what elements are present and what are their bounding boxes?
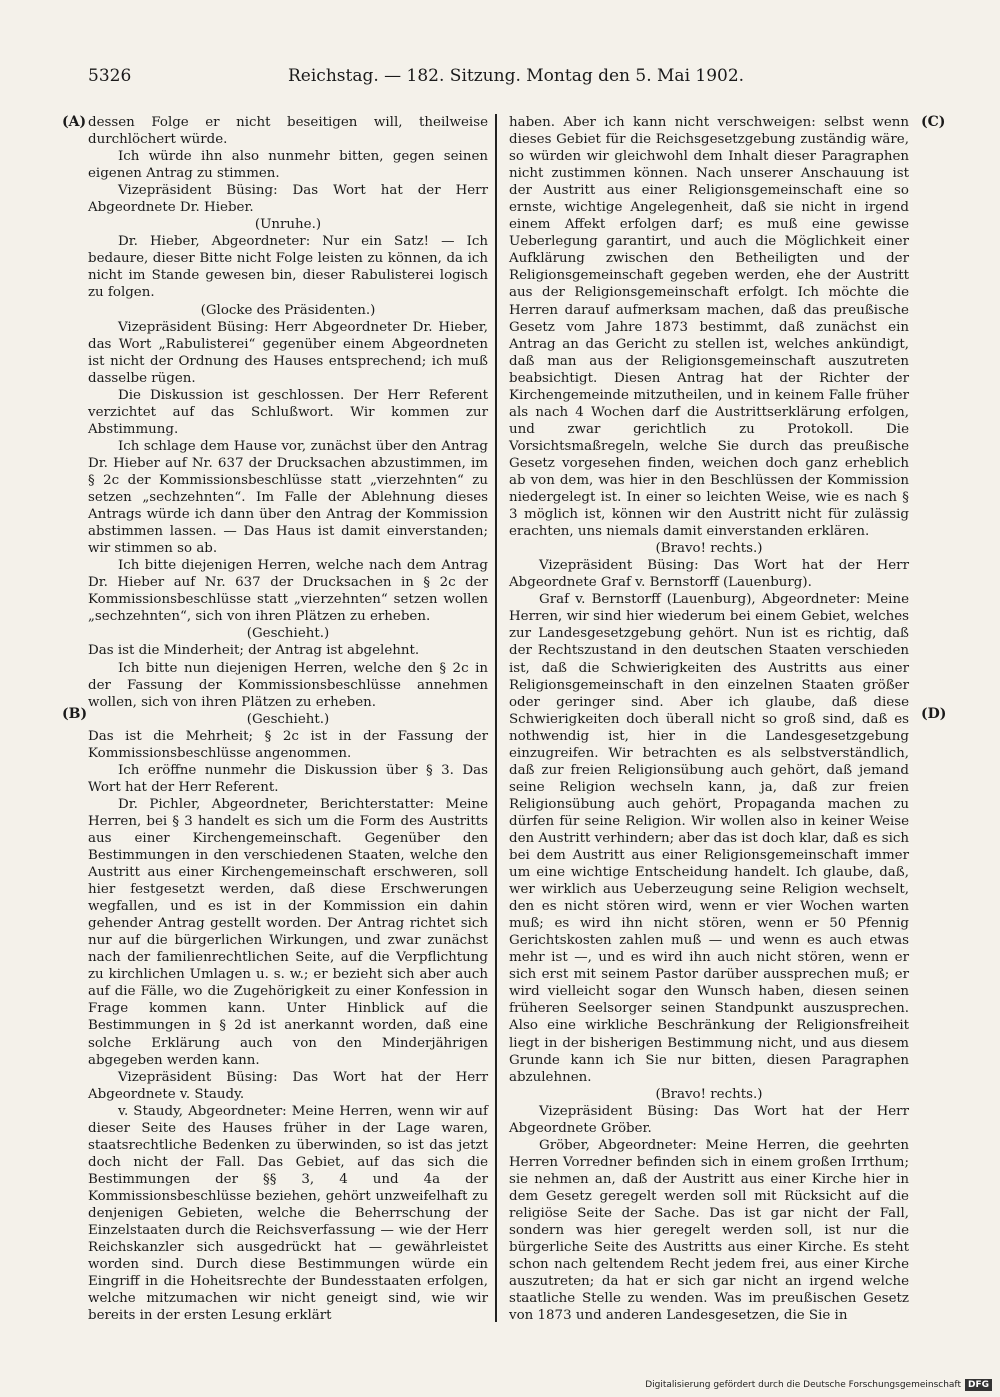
paragraph: Ich würde ihn also nunmehr bitten, gegen seinen eigenen Antrag zu stimmen. (88, 149, 488, 182)
stage-direction: (Bravo! rechts.) (655, 1086, 763, 1102)
paragraph: Dr. Pichler, Abgeordneter, Berichterstatter: Meine Herren, bei § 3 handelt es sich um die Form des Austritts aus einer Kirchengemeinschaft. Gegenüber den Bestimmungen in den verschiedenen Staaten, welche den Austritt aus einer Kirchengemeinschaft erschweren, soll hier festgesetzt werden, daß diese Erschwerungen wegfallen, und es ist in der Kommission ein dahin gehender Antrag gestellt worden. Der Antrag richtet sich nur auf die bürgerlichen Wirkungen, und zwar zunächst nach der familienrechtlichen Seite, auf die Verpflichtung zu kirchlichen Umlagen u. s. w.; er bezieht sich aber auch auf die Fälle, wo die Zugehörigkeit zu einer Konfession in Frage kommen kann. Unter Hinblick auf die Bestimmungen in § 2d ist anerkannt worden, daß eine solche Erklärung auch von den Minderjährigen abgegeben werden kann. (88, 796, 488, 1068)
margin-label-d: (D) (921, 706, 947, 722)
margin-label-c: (C) (921, 114, 946, 130)
paragraph: haben. Aber ich kann nicht verschweigen: selbst wenn dieses Gebiet für die Reichsgesetzgebung zuständig wäre, so würden wir gleichwohl dem Inhalt dieser Paragraphen nicht zustimmen können. Nach unserer Anschauung ist der Austritt aus einer Religionsgemeinschaft eine so ernste, wichtige Angelegenheit, daß sie nicht in irgend einem Affekt erfolgen darf; es muß eine gewisse Ueberlegung garantirt, und auch die Möglichkeit einer Aufklärung zwischen den Betheiligten und der Religionsgemeinschaft gegeben werden, ehe der Austritt aus der Religionsgemeinschaft erfolgt. Ich möchte die Herren darauf aufmerksam machen, daß das preußische Gesetz vom Jahre 1873 bestimmt, daß zunächst ein Antrag an das Gericht zu stellen ist, welches ankündigt, daß man aus der Religionsgemeinschaft auszutreten beabsichtigt. Diesen Antrag hat der Richter der Kirchengemeinde mitzutheilen, und in keinem Falle früher als nach 4 Wochen darf die Austrittserklärung erfolgen, und zwar gerichtlich zu Protokoll. Die Vorsichtsmaßregeln, welche Sie durch das preußische Gesetz vorgesehen finden, weichen doch ganz erheblich ab von dem, was hier in den Beschlüssen der Kommission niedergelegt ist. In einer so leichten Weise, wie es nach § 3 möglich ist, können wir den Austritt nicht für zulässig erachten, uns niemals damit einverstanden erklären. (509, 115, 909, 540)
stage-direction: (Glocke des Präsidenten.) (200, 302, 376, 318)
dfg-logo: DFG (965, 1379, 992, 1391)
paragraph: Die Diskussion ist geschlossen. Der Herr Referent verzichtet auf das Schlußwort. Wir kommen zur Abstimmung. (88, 387, 488, 437)
column-divider (495, 114, 497, 1322)
stage-direction: (Bravo! rechts.) (655, 541, 763, 557)
paragraph: Vizepräsident Büsing: Herr Abgeordneter Dr. Hieber, das Wort „Rabulisterei“ gegenüber einem Abgeordneten ist nicht der Ordnung des Hauses entsprechend; ich muß dasselbe rügen. (88, 319, 488, 386)
paragraph: Dr. Hieber, Abgeordneter: Nur ein Satz! — Ich bedaure, dieser Bitte nicht Folge leisten zu können, da ich nicht im Stande gewesen bin, dieser Rabulisterei logisch zu folgen. (88, 234, 488, 301)
paragraph: Vizepräsident Büsing: Das Wort hat der Herr Abgeordnete Dr. Hieber. (88, 183, 488, 216)
paragraph: Vizepräsident Büsing: Das Wort hat der Herr Abgeordnete Graf v. Bernstorff (Lauenburg). (509, 558, 909, 591)
paragraph: Vizepräsident Büsing: Das Wort hat der Herr Abgeordnete Gröber. (509, 1103, 909, 1136)
paragraph: Ich eröffne nunmehr die Diskussion über § 3. Das Wort hat der Herr Referent. (88, 762, 488, 795)
margin-label-b: (B) (62, 706, 88, 722)
page-number: 5326 (88, 66, 132, 86)
paragraph: Ich schlage dem Hause vor, zunächst über den Antrag Dr. Hieber auf Nr. 637 der Drucksachen abzustimmen, im § 2c der Kommissionsbeschlüsse statt „vierzehnten“ zu setzen „sechzehnten“. Im Falle der Ablehnung dieses Antrags würde ich dann über den Antrag der Kommission abstimmen lassen. — Das Haus ist damit einverstanden; wir stimmen so ab. (88, 438, 488, 557)
footer-text: Digitalisierung gefördert durch die Deutsche Forschungsgemeinschaft (645, 1380, 961, 1390)
paragraph: dessen Folge er nicht beseitigen will, theilweise durchlöchert würde. (88, 115, 488, 148)
running-title: Reichstag. — 182. Sitzung. Montag den 5. Mai 1902. (288, 66, 745, 86)
stage-direction: (Geschieht.) (246, 626, 330, 642)
paragraph: Graf v. Bernstorff (Lauenburg), Abgeordneter: Meine Herren, wir sind hier wiederum bei einem Gebiet, welches zur Landesgesetzgebung gehört. Nun ist es richtig, daß der Rechtszustand in den deutschen Staaten verschieden ist, daß die Schwierigkeiten des Austritts aus einer Religionsgemeinschaft in den einzelnen Staaten größer oder geringer sind. Aber ich glaube, daß diese Schwierigkeiten doch überall nicht so groß sind, daß es nothwendig ist, hier in die Landesgesetzgebung einzugreifen. Wir betrachten es als selbstverständlich, daß zur freien Religionsübung auch gehört, daß jemand seine Religion wechseln kann, ja, daß zur freien Religionsübung auch gehört, Propaganda machen zu dürfen für seine Religion. Wir wollen also in keiner Weise den Austritt verhindern; aber das ist doch klar, daß es sich bei dem Austritt aus einer Religionsgemeinschaft immer um eine wichtige Entscheidung handelt. Ich glaube, daß, wer wirklich aus Ueberzeugung seine Religion wechselt, den es nicht stören wird, wenn er vier Wochen warten muß; es wird ihn nicht stören, wenn er 50 Pfennig Gerichtskosten zahlen muß — und wenn es auch etwas mehr ist —, und es wird ihn auch nicht stören, wenn er sich erst mit seinem Pastor darüber aussprechen muß; er wird vielleicht sogar den Wunsch haben, diesen seinen früheren Seelsorger seinen Standpunkt auszusprechen. Also eine wirkliche Beschränkung der Religionsfreiheit liegt in der bisherigen Bestimmung nicht, und aus diesem Grunde kann ich Sie nur bitten, diesen Paragraphen abzulehnen. (509, 592, 909, 1085)
left-text-column (88, 114, 488, 1324)
right-text-column (509, 114, 909, 1324)
paragraph: Das ist die Minderheit; der Antrag ist abgelehnt. (88, 643, 420, 659)
paragraph: Das ist die Mehrheit; § 2c ist in der Fassung der Kommissionsbeschlüsse angenommen. (88, 728, 488, 761)
stage-direction: (Unruhe.) (254, 217, 322, 233)
paragraph: Ich bitte diejenigen Herren, welche nach dem Antrag Dr. Hieber auf Nr. 637 der Drucksachen in § 2c der Kommissionsbeschlüsse statt „vierzehnten“ setzen wollen „sechzehnten“, sich von ihren Plätzen zu erheben. (88, 558, 488, 625)
paragraph: Ich bitte nun diejenigen Herren, welche den § 2c in der Fassung der Kommissionsbeschlüsse annehmen wollen, sich von ihren Plätzen zu erheben. (88, 660, 488, 710)
paragraph: v. Staudy, Abgeordneter: Meine Herren, wenn wir auf dieser Seite des Hauses früher in der Lage waren, staatsrechtliche Bedenken zu überwinden, so ist das jetzt doch nicht der Fall. Das Gebiet, auf das sich die Bestimmungen der §§ 3, 4 und 4a der Kommissionsbeschlüsse beziehen, gehört unzweifelhaft zu denjenigen Gebieten, welche die Beherrschung der Einzelstaaten durch die Reichsverfassung — wie der Herr Reichskanzler sich ausgedrückt hat — gewährleistet worden sind. Durch diese Bestimmungen würde ein Eingriff in die Hoheitsrechte der Bundesstaaten erfolgen, welche mitzumachen wir nicht geneigt sind, wie wir bereits in der ersten Lesung erklärt (88, 1103, 488, 1324)
page-header (88, 66, 920, 96)
paragraph: Vizepräsident Büsing: Das Wort hat der Herr Abgeordnete v. Staudy. (88, 1069, 488, 1102)
footer-credit (645, 1379, 992, 1391)
paragraph: Gröber, Abgeordneter: Meine Herren, die geehrten Herren Vorredner befinden sich in einem großen Irrthum; sie nehmen an, daß der Austritt aus einer Kirche hier in dem Gesetz geregelt werden soll mit Rücksicht auf die religiöse Seite der Sache. Das ist gar nicht der Fall, sondern was hier geregelt werden soll, ist nur die bürgerliche Seite des Austritts aus einer Kirche. Es steht schon nach geltendem Recht jedem frei, aus einer Kirche auszutreten; da hat er sich gar nicht an irgend welche staatliche Stelle zu wenden. Was im preußischen Gesetz von 1873 und anderen Landesgesetzen, die Sie in (509, 1137, 909, 1324)
margin-label-a: (A) (62, 114, 87, 130)
stage-direction: (Geschieht.) (246, 711, 330, 727)
